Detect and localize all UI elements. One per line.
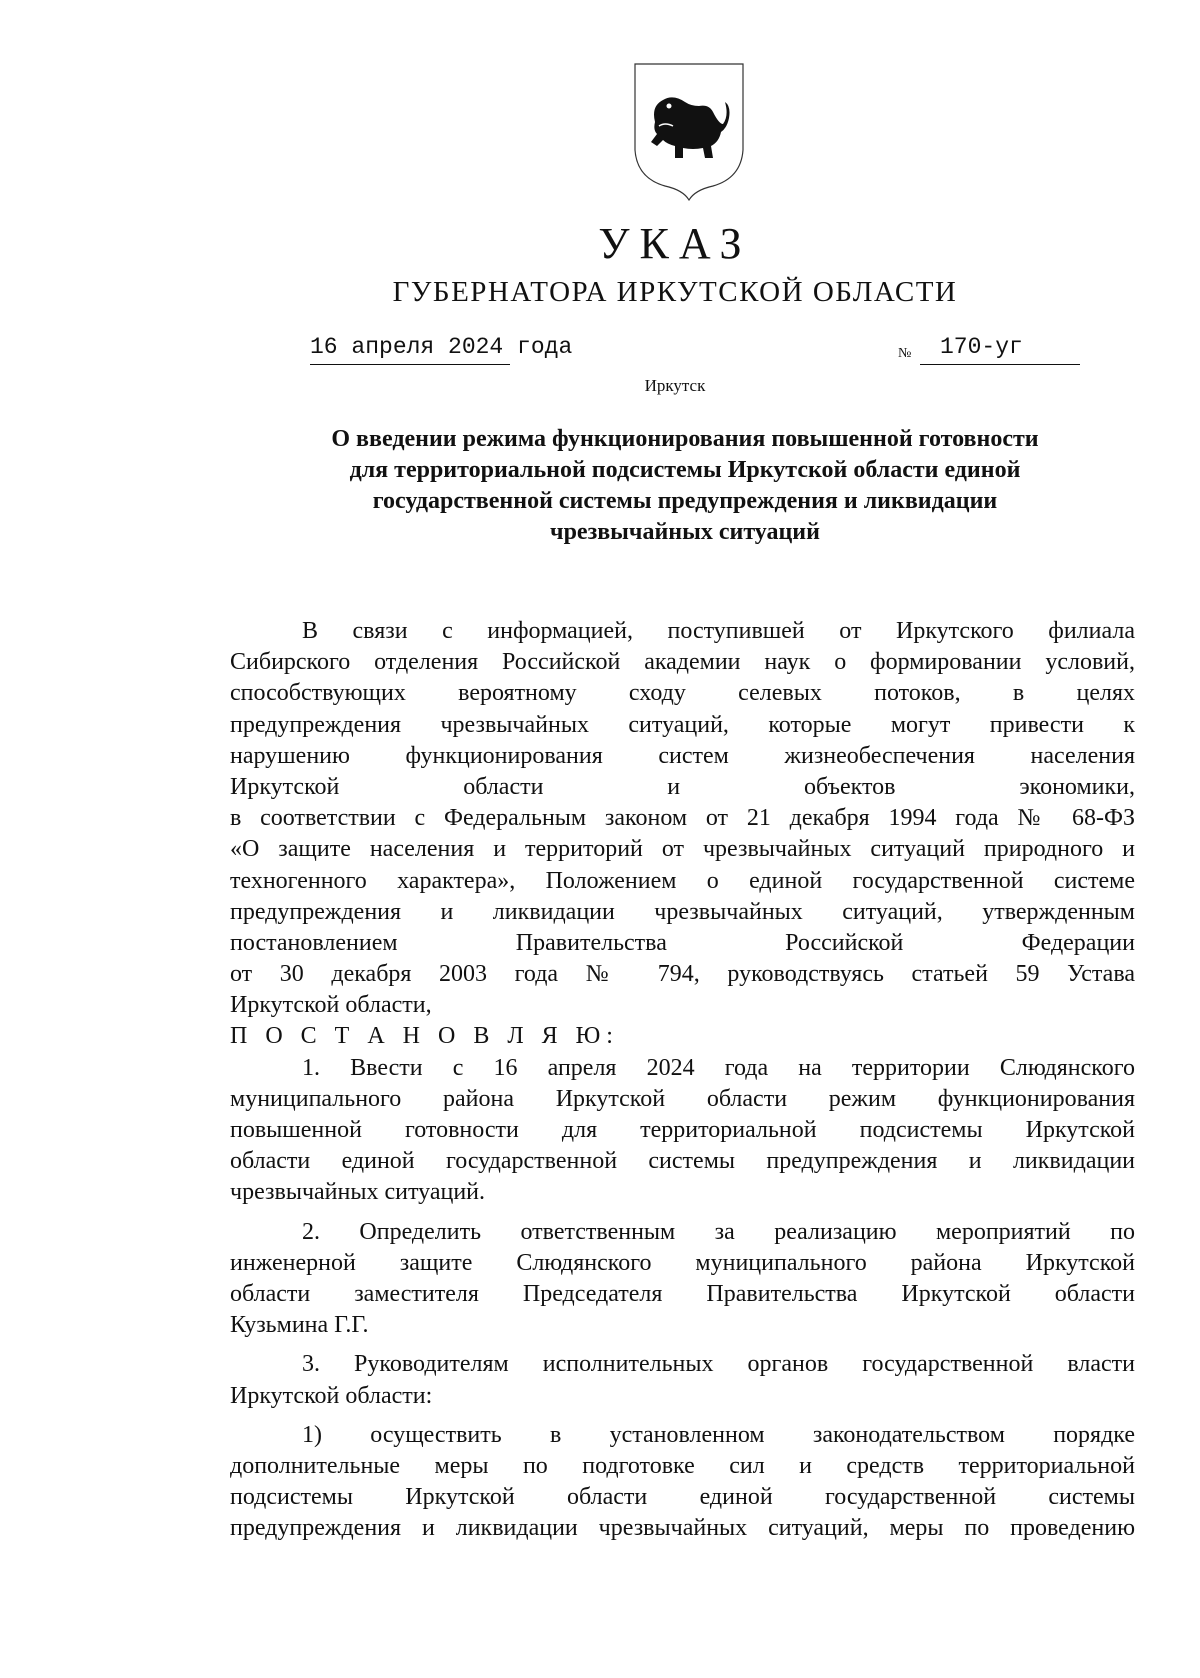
item-2-line: инженерной защите Слюдянского муниципального района Иркутской xyxy=(230,1249,1135,1276)
item-2-line: области заместителя Председателя Правительства Иркутской области xyxy=(230,1280,1135,1307)
item-1-line: чрезвычайных ситуаций. xyxy=(230,1179,486,1206)
item-1-line: муниципального района Иркутской области режим функционирования xyxy=(230,1085,1135,1112)
document-subtitle: ГУБЕРНАТОРА ИРКУТСКОЙ ОБЛАСТИ xyxy=(392,276,958,308)
body-line: Сибирского отделения Российской академии наук о формировании условий, xyxy=(230,649,1135,676)
document-heading xyxy=(230,424,1140,548)
item-3-1-line: предупреждения и ликвидации чрезвычайных ситуаций, меры по проведению xyxy=(230,1515,1135,1542)
item-3-1-line: 1) осуществить в установленном законодательством порядке xyxy=(302,1421,1135,1448)
item-3-line: Иркутской области: xyxy=(230,1382,433,1409)
coat-of-arms-emblem xyxy=(633,62,745,202)
body-line: в соответствии с Федеральным законом от 21 декабря 1994 года № 68-ФЗ xyxy=(230,805,1135,832)
item-3-1-line: подсистемы Иркутской области единой государственной системы xyxy=(230,1484,1135,1511)
body-line: предупреждения и ликвидации чрезвычайных ситуаций, утвержденным xyxy=(230,898,1135,925)
document-number: 170-уг xyxy=(940,334,1023,360)
heading-line: О введении режима функционирования повышенной готовности xyxy=(331,426,1039,452)
body-line: нарушению функционирования систем жизнеобеспечения населения xyxy=(230,742,1135,769)
document-body xyxy=(230,616,1135,1544)
item-1-line: повышенной готовности для территориальной подсистемы Иркутской xyxy=(230,1117,1135,1143)
body-line: Иркутской области, xyxy=(230,992,432,1019)
number-label: № xyxy=(898,346,912,361)
body-line: постановлением Правительства Российской Федерации xyxy=(230,929,1135,956)
item-2-line: Кузьмина Г.Г. xyxy=(230,1312,369,1339)
body-line: от 30 декабря 2003 года № 794, руководствуясь статьей 59 Устава xyxy=(230,961,1135,988)
body-line: Иркутской области и объектов экономики, xyxy=(230,773,1135,800)
body-line: способствующих вероятному сходу селевых потоков, в целях xyxy=(230,680,1135,707)
document-title: УКАЗ xyxy=(598,219,752,268)
heading-line: чрезвычайных ситуаций xyxy=(550,519,820,545)
body-line: техногенного характера», Положением о единой государственной системе xyxy=(230,867,1135,894)
emblem-icon xyxy=(633,62,745,202)
item-1-line: области единой государственной системы предупреждения и ликвидации xyxy=(230,1148,1135,1175)
document-date: 16 апреля 2024 года xyxy=(310,334,573,360)
item-2-line: 2. Определить ответственным за реализацию мероприятий по xyxy=(302,1218,1135,1245)
heading-line: государственной системы предупреждения и ликвидации xyxy=(372,488,998,514)
body-line: В связи с информацией, поступившей от Иркутского филиала xyxy=(302,618,1135,644)
item-3-line: 3. Руководителям исполнительных органов государственной власти xyxy=(302,1351,1135,1378)
body-line: предупреждения чрезвычайных ситуаций, которые могут привести к xyxy=(230,711,1135,738)
date-underline xyxy=(310,364,510,365)
document-city: Иркутск xyxy=(644,376,706,395)
body-line: «О защите населения и территорий от чрезвычайных ситуаций природного и xyxy=(230,836,1135,863)
number-underline xyxy=(920,364,1080,365)
item-3-1-line: дополнительные меры по подготовке сил и средств территориальной xyxy=(230,1452,1135,1479)
item-1-line: 1. Ввести с 16 апреля 2024 года на территории Слюдянского xyxy=(302,1054,1135,1081)
decree-word: П О С Т А Н О В Л Я Ю: xyxy=(230,1023,619,1050)
heading-line: для территориальной подсистемы Иркутской области единой xyxy=(349,457,1021,483)
